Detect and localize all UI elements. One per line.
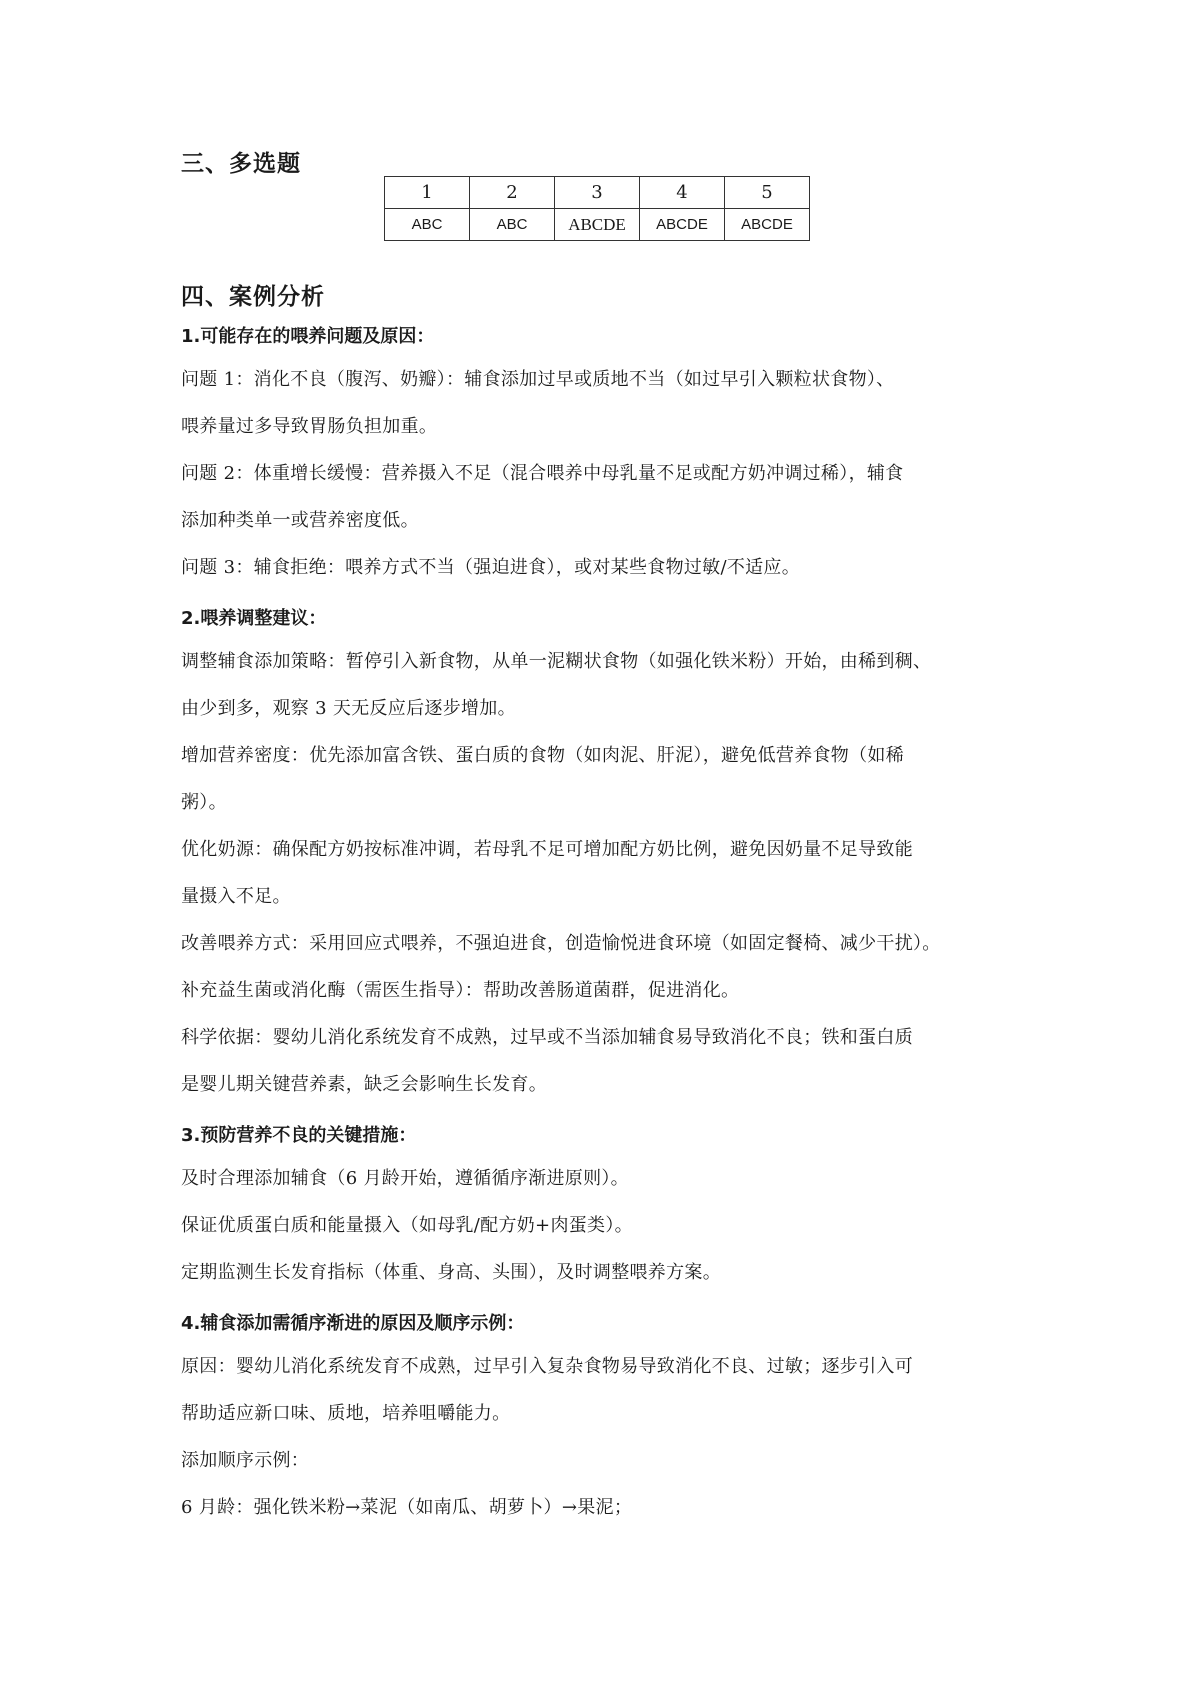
q1-heading: 1.可能存在的喂养问题及原因： xyxy=(181,326,435,347)
text-line: 科学依据：婴幼儿消化系统发育不成熟，过早或不当添加辅食易导致消化不良；铁和蛋白质 xyxy=(181,1027,913,1048)
answer-cell: ABC xyxy=(470,209,555,241)
text-line: 添加种类单一或营养密度低。 xyxy=(181,510,419,531)
text-line: 添加顺序示例： xyxy=(181,1450,310,1471)
table-row-numbers xyxy=(385,177,810,209)
question-number-cell: 5 xyxy=(725,177,810,209)
question-number-cell: 1 xyxy=(385,177,470,209)
text-line: 是婴儿期关键营养素，缺乏会影响生长发育。 xyxy=(181,1074,547,1095)
section-4-title: 四、案例分析 xyxy=(181,284,325,310)
answer-cell: ABCDE xyxy=(555,209,640,241)
text-line: 原因：婴幼儿消化系统发育不成熟，过早引入复杂食物易导致消化不良、过敏；逐步引入可 xyxy=(181,1356,913,1377)
text-line: 帮助适应新口味、质地，培养咀嚼能力。 xyxy=(181,1403,511,1424)
text-line: 增加营养密度：优先添加富含铁、蛋白质的食物（如肉泥、肝泥），避免低营养食物（如稀 xyxy=(181,745,904,766)
q4-heading: 4.辅食添加需循序渐进的原因及顺序示例： xyxy=(181,1313,525,1334)
text-line: 量摄入不足。 xyxy=(181,886,291,907)
table-row-answers xyxy=(385,209,810,241)
text-line: 调整辅食添加策略：暂停引入新食物，从单一泥糊状食物（如强化铁米粉）开始，由稀到稠、 xyxy=(181,651,932,672)
text-line: 问题 3：辅食拒绝：喂养方式不当（强迫进食），或对某些食物过敏/不适应。 xyxy=(181,557,801,578)
text-line: 6 月龄：强化铁米粉→菜泥（如南瓜、胡萝卜）→果泥； xyxy=(181,1497,633,1518)
answer-cell: ABCDE xyxy=(640,209,725,241)
text-line: 定期监测生长发育指标（体重、身高、头围），及时调整喂养方案。 xyxy=(181,1262,721,1283)
question-number-cell: 4 xyxy=(640,177,725,209)
question-number-cell: 3 xyxy=(555,177,640,209)
text-line: 改善喂养方式：采用回应式喂养，不强迫进食，创造愉悦进食环境（如固定餐椅、减少干扰）。 xyxy=(181,933,941,954)
multiple-choice-answer-table xyxy=(384,176,810,241)
text-line: 喂养量过多导致胃肠负担加重。 xyxy=(181,416,438,437)
text-line: 问题 2：体重增长缓慢：营养摄入不足（混合喂养中母乳量不足或配方奶冲调过稀），辅食 xyxy=(181,463,904,484)
question-number-cell: 2 xyxy=(470,177,555,209)
section-3-title: 三、多选题 xyxy=(181,151,301,177)
answer-cell: ABCDE xyxy=(725,209,810,241)
answer-cell: ABC xyxy=(385,209,470,241)
text-line: 及时合理添加辅食（6 月龄开始，遵循循序渐进原则）。 xyxy=(181,1168,629,1189)
text-line: 优化奶源：确保配方奶按标准冲调，若母乳不足可增加配方奶比例，避免因奶量不足导致能 xyxy=(181,839,913,860)
text-line: 问题 1：消化不良（腹泻、奶瓣）：辅食添加过早或质地不当（如过早引入颗粒状食物）、 xyxy=(181,369,895,390)
q3-heading: 3.预防营养不良的关键措施： xyxy=(181,1125,417,1146)
text-line: 由少到多，观察 3 天无反应后逐步增加。 xyxy=(181,698,516,719)
text-line: 粥）。 xyxy=(181,792,227,813)
text-line: 补充益生菌或消化酶（需医生指导）：帮助改善肠道菌群，促进消化。 xyxy=(181,980,740,1001)
q2-heading: 2.喂养调整建议： xyxy=(181,608,327,629)
text-line: 保证优质蛋白质和能量摄入（如母乳/配方奶+肉蛋类）。 xyxy=(181,1215,633,1236)
